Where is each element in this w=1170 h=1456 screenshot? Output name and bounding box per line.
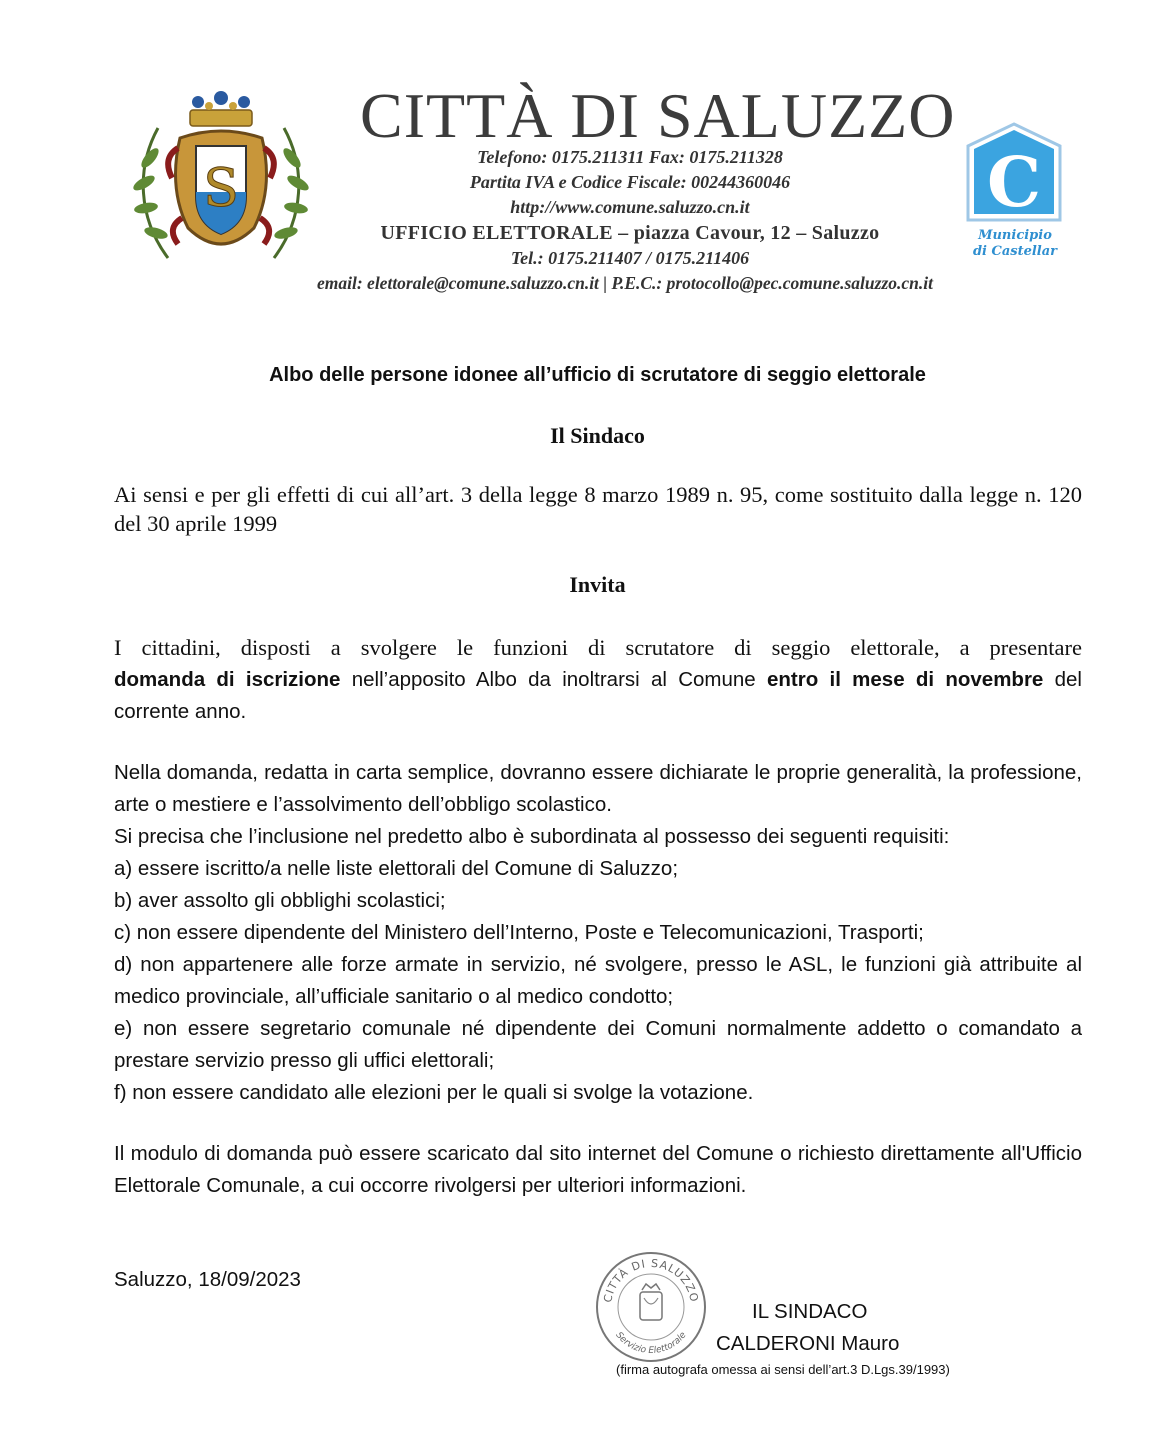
heading-sindaco: Il Sindaco: [550, 423, 645, 448]
legal-basis: Ai sensi e per gli effetti di cui all’art. 3 della legge 8 marzo 1989 n. 95, come sostituito dalla legge n. 120 del 30 aprile 1999: [114, 482, 1082, 536]
requirement-item: f) non essere candidato alle elezioni per le quali si svolge la votazione.: [114, 1081, 754, 1104]
requirement-item: c) non essere dipendente del Ministero dell’Interno, Poste e Telecomunicazioni, Trasporti;: [114, 921, 924, 944]
municipio-line1: Municipio: [978, 228, 1052, 243]
invite-part2: nell’apposito Albo da inoltrarsi al Comune: [340, 668, 767, 691]
office-address: UFFICIO ELETTORALE – piazza Cavour, 12 – Saluzzo: [380, 222, 880, 244]
svg-text:Servizio Elettorale: Servizio Elettorale: [613, 1330, 689, 1357]
requirement-item: e) non essere segretario comunale né dipendente dei Comuni normalmente addetto o comandato a prestare servizio presso gli uffici elettorali;: [114, 1017, 1082, 1072]
email-pec: email: elettorale@comune.saluzzo.cn.it | P.E.C.: protocollo@pec.comune.saluzzo.cn.it: [317, 273, 933, 293]
signature-note: (firma autografa omessa ai sensi dell’art.3 D.Lgs.39/1993): [616, 1362, 950, 1377]
document-title: Albo delle persone idonee all’ufficio di scrutatore di seggio elettorale: [269, 364, 926, 386]
vat-number: Partita IVA e Codice Fiscale: 00244360046: [469, 172, 791, 192]
signature-title: IL SINDACO: [752, 1300, 868, 1323]
municipio-line2: di Castellar: [972, 244, 1058, 259]
invite-bold1: domanda di iscrizione: [114, 668, 341, 691]
municipio-logo-icon: [962, 120, 1066, 230]
invite-part3: del corrente anno.: [114, 668, 1082, 723]
requirement-item: b) aver assolto gli obblighi scolastici;: [114, 889, 446, 912]
svg-text:CITTÀ DI SALUZZO: CITTÀ DI SALUZZO: [601, 1256, 701, 1304]
svg-text:C: C: [986, 143, 1042, 223]
heading-invita: Invita: [569, 572, 626, 597]
requirements-intro-2: Si precisa che l’inclusione nel predetto albo è subordinata al possesso dei seguenti requisiti:: [114, 825, 950, 848]
invite-paragraph: [114, 632, 1082, 728]
city-name: CITTÀ DI SALUZZO: [360, 80, 956, 151]
requirements-intro-1: Nella domanda, redatta in carta semplice, dovranno essere dichiarate le proprie generalità, la professione, arte o mestiere e l’assolvimento dell’obbligo scolastico.: [114, 761, 1082, 816]
office-stamp-icon: [594, 1250, 708, 1364]
requirement-item: a) essere iscritto/a nelle liste elettorali del Comune di Saluzzo;: [114, 857, 679, 880]
requirement-item: d) non appartenere alle forze armate in servizio, né svolgere, presso le ASL, le funzioni già attribuite al medico provinciale, all’ufficiale sanitario o al medico condotto;: [114, 953, 1082, 1008]
svg-text:S: S: [203, 159, 239, 219]
invite-bold2: entro il mese di novembre: [766, 668, 1044, 691]
municipio-label: [950, 228, 1080, 260]
place-date: Saluzzo, 18/09/2023: [114, 1268, 301, 1291]
form-info: Il modulo di domanda può essere scaricato dal sito internet del Comune o richiesto direttamente all'Ufficio Elettorale Comunale, a cui occorre rivolgersi per ulteriori informazioni.: [114, 1142, 1082, 1197]
requirements-section: [114, 757, 1082, 1109]
city-coat-of-arms-icon: [128, 88, 314, 264]
office-phone: Tel.: 0175.211407 / 0175.211406: [510, 248, 750, 268]
invite-part1: I cittadini, disposti a svolgere le funzioni di scrutatore di seggio elettorale, a presentare: [114, 635, 1082, 660]
website-link: http://www.comune.saluzzo.cn.it: [510, 197, 750, 217]
signature-name: CALDERONI Mauro: [716, 1332, 900, 1355]
phone-fax: Telefono: 0175.211311 Fax: 0175.211328: [477, 147, 783, 167]
